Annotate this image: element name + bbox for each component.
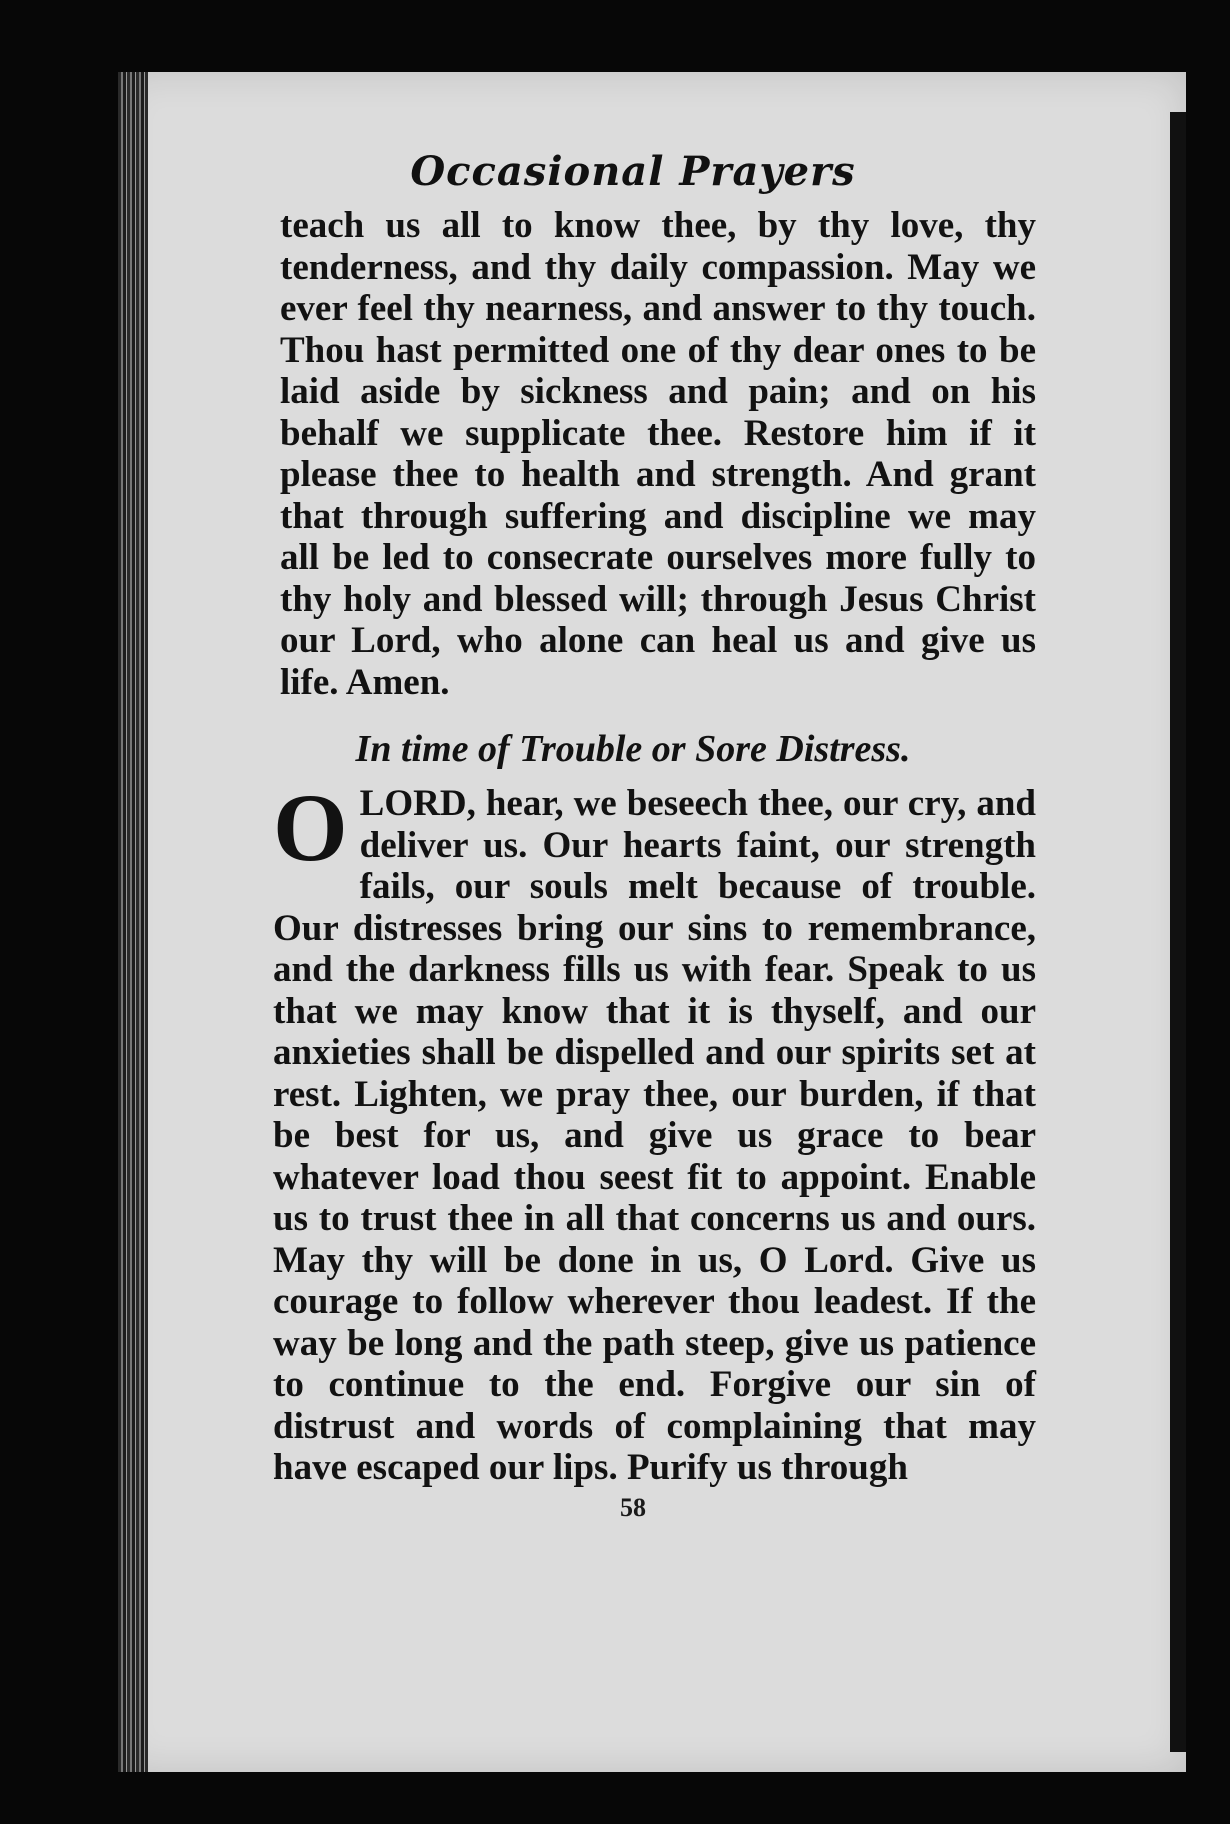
page-binding-edge [118, 72, 148, 1772]
page-content [158, 140, 1108, 1523]
running-head: Occasional Prayers [410, 148, 856, 195]
section-body-text: LORD, hear, we beseech thee, our cry, and deliver us. Our hearts faint, our strength fails, our souls melt because of trouble. Our distresses bring our sins to remembrance, and the darkness fills us with fear. Speak to us that we may know that it is thyself, and our anxieties shall be dispelled and our spirits set at rest. Lighten, we pray thee, our burden, if that be best for us, and give us grace to bear whatever load thou seest fit to appoint. Enable us to trust thee in all that concerns us and ours. May thy will be done in us, O Lord. Give us courage to follow wherever thou leadest. If the way be long and the path steep, give us patience to continue to the end. Forgive our sin of distrust and words of complaining that may have escaped our lips. Purify us through [273, 783, 1036, 1488]
continued-prayer-text: teach us all to know thee, by thy love, thy tenderness, and thy daily compassion. May we ever feel thy nearness, and answer to thy touch. Thou hast permitted one of thy dear ones to be laid aside by sickness and pain; and on his behalf we supplicate thee. Restore him if it please thee to health and strength. And grant that through suffering and discipline we may all be led to consecrate ourselves more fully to thy holy and blessed will; through Jesus Christ our Lord, who alone can heal us and give us life. Amen. [280, 205, 1036, 703]
page-number: 58 [620, 1492, 646, 1522]
section-heading: In time of Trouble or Sore Distress. [355, 728, 911, 770]
page-right-edge [1170, 112, 1186, 1752]
section-body [158, 774, 1108, 1489]
drop-cap: O [273, 774, 348, 881]
